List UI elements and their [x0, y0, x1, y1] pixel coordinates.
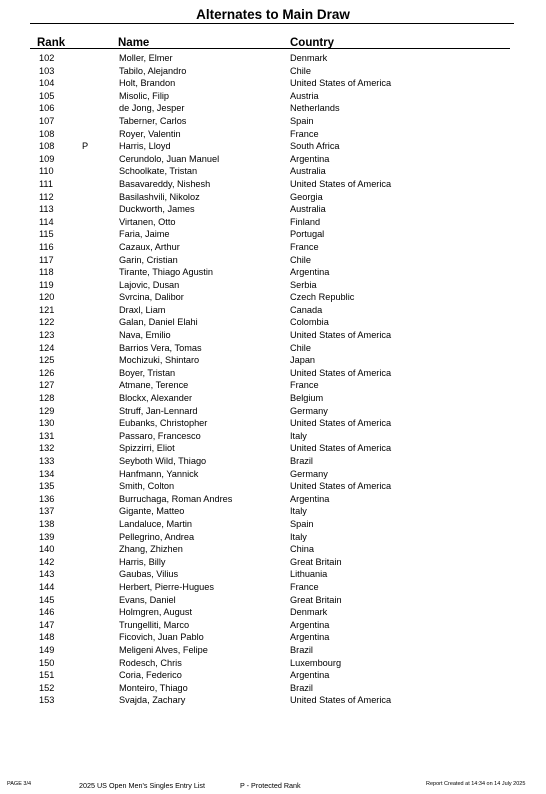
- country-cell: Brazil: [290, 456, 313, 466]
- country-cell: France: [290, 128, 319, 139]
- rank-cell: 107: [39, 115, 55, 126]
- player-name-cell: Draxl, Liam: [119, 304, 166, 315]
- rank-cell: 133: [39, 456, 55, 466]
- name-column-header: Name: [118, 37, 150, 49]
- player-name-cell: Virtanen, Otto: [119, 216, 176, 227]
- player-name-cell: Harris, Lloyd: [119, 141, 171, 152]
- rank-cell: 119: [39, 279, 54, 290]
- country-cell: United States of America: [290, 481, 392, 492]
- player-name-cell: Evans, Daniel: [119, 594, 176, 605]
- player-name-cell: Eubanks, Christopher: [119, 418, 208, 429]
- player-name-cell: Tabilo, Alejandro: [119, 65, 187, 76]
- player-name-cell: Rodesch, Chris: [119, 657, 182, 668]
- rank-cell: 129: [39, 405, 55, 416]
- player-name-cell: Basilashvili, Nikoloz: [119, 191, 200, 202]
- player-name-cell: Svajda, Zachary: [119, 695, 186, 706]
- table-row: [0, 216, 546, 229]
- player-name-cell: Seyboth Wild, Thiago: [119, 456, 207, 466]
- table-row: [0, 417, 546, 430]
- player-name-cell: Tirante, Thiago Agustin: [119, 267, 213, 278]
- country-cell: Brazil: [290, 682, 313, 693]
- table-row: [0, 291, 546, 304]
- country-cell: Denmark: [290, 53, 328, 63]
- rank-cell: 104: [39, 78, 55, 89]
- page-title: Alternates to Main Draw: [196, 7, 350, 22]
- table-row: [0, 329, 546, 342]
- rank-cell: 147: [39, 619, 55, 630]
- player-name-cell: Barrios Vera, Tomas: [119, 342, 202, 353]
- country-cell: United States of America: [290, 178, 392, 189]
- table-row: [0, 594, 546, 607]
- table-row: [0, 531, 546, 544]
- rank-cell: 138: [39, 518, 55, 529]
- player-name-cell: Pellegrino, Andrea: [119, 531, 195, 542]
- table-row: [0, 153, 546, 166]
- player-name-cell: Meligeni Alves, Felipe: [119, 644, 208, 655]
- country-cell: France: [290, 581, 319, 592]
- player-name-cell: Smith, Colton: [119, 481, 175, 492]
- table-row: [0, 90, 546, 103]
- country-cell: France: [290, 241, 319, 252]
- table-row: [0, 694, 546, 707]
- country-cell: United States of America: [290, 443, 392, 454]
- table-row: [0, 430, 546, 443]
- table-row: [0, 493, 546, 506]
- player-name-cell: Landaluce, Martin: [119, 518, 193, 529]
- player-name-cell: Faria, Jaime: [119, 229, 170, 240]
- table-row: [0, 442, 546, 455]
- country-cell: Australia: [290, 204, 326, 215]
- table-row: [0, 342, 546, 355]
- rank-cell: 125: [39, 355, 55, 366]
- country-cell: United States of America: [290, 330, 392, 341]
- rank-cell: 142: [39, 556, 55, 567]
- country-cell: Great Britain: [290, 594, 342, 605]
- country-cell: Czech Republic: [290, 292, 355, 303]
- country-cell: Argentina: [290, 267, 330, 278]
- rank-cell: 135: [39, 481, 55, 492]
- country-cell: Germany: [290, 468, 328, 479]
- table-row: [0, 568, 546, 581]
- rank-cell: 124: [39, 342, 55, 353]
- rank-cell: 137: [39, 506, 55, 517]
- protected-flag-cell: P: [82, 141, 89, 152]
- title-divider: [30, 23, 514, 24]
- player-name-cell: Garin, Cristian: [119, 254, 178, 265]
- table-row: [0, 556, 546, 569]
- table-row: [0, 543, 546, 556]
- country-cell: Great Britain: [290, 556, 342, 567]
- rank-cell: 146: [39, 607, 55, 618]
- player-name-cell: Monteiro, Thiago: [119, 682, 188, 693]
- table-row: [0, 606, 546, 619]
- country-cell: France: [290, 380, 319, 391]
- table-row: [0, 191, 546, 204]
- country-cell: Netherlands: [290, 103, 340, 114]
- rank-cell: 153: [39, 695, 55, 706]
- player-name-cell: Lajovic, Dusan: [119, 279, 180, 290]
- player-name-cell: Zhang, Zhizhen: [119, 544, 183, 555]
- report-timestamp: Report Created at 14:34 on 14 July 2025: [426, 781, 526, 787]
- rank-cell: 108: [39, 141, 55, 152]
- country-cell: Portugal: [290, 229, 325, 240]
- table-row: [0, 379, 546, 392]
- table-row: [0, 367, 546, 380]
- country-cell: Italy: [290, 506, 307, 517]
- player-name-cell: Moller, Elmer: [119, 53, 173, 63]
- player-name-cell: Taberner, Carlos: [119, 115, 187, 126]
- rank-cell: 128: [39, 393, 55, 404]
- country-cell: Germany: [290, 405, 328, 416]
- rank-cell: 139: [39, 531, 55, 542]
- player-name-cell: de Jong, Jesper: [119, 103, 185, 114]
- player-name-cell: Galan, Daniel Elahi: [119, 317, 198, 328]
- country-cell: Australia: [290, 166, 326, 177]
- country-cell: Italy: [290, 531, 307, 542]
- player-name-cell: Svrcina, Dalibor: [119, 292, 184, 303]
- country-cell: Spain: [290, 518, 314, 529]
- country-cell: Austria: [290, 90, 319, 101]
- country-cell: Argentina: [290, 493, 330, 504]
- rank-cell: 116: [39, 241, 54, 252]
- player-name-cell: Basavareddy, Nishesh: [119, 178, 211, 189]
- rank-cell: 112: [39, 191, 54, 202]
- table-row: [0, 468, 546, 481]
- table-row: [0, 52, 546, 65]
- table-row: [0, 631, 546, 644]
- table-row: [0, 266, 546, 279]
- table-row: [0, 657, 546, 670]
- player-name-cell: Cazaux, Arthur: [119, 241, 180, 252]
- rank-cell: 134: [39, 468, 55, 479]
- player-name-cell: Mochizuki, Shintaro: [119, 355, 200, 366]
- country-cell: Serbia: [290, 279, 317, 290]
- table-row: [0, 405, 546, 418]
- rank-cell: 144: [39, 581, 55, 592]
- rank-cell: 111: [39, 178, 53, 189]
- player-name-cell: Schoolkate, Tristan: [119, 166, 198, 177]
- player-name-cell: Hanfmann, Yannick: [119, 468, 199, 479]
- country-cell: Colombia: [290, 317, 329, 328]
- player-name-cell: Blockx, Alexander: [119, 393, 193, 404]
- rank-cell: 118: [39, 267, 54, 278]
- rank-cell: 102: [39, 53, 55, 63]
- player-name-cell: Nava, Emilio: [119, 330, 171, 341]
- rank-cell: 106: [39, 103, 55, 114]
- country-cell: Argentina: [290, 619, 330, 630]
- player-name-cell: Atmane, Terence: [119, 380, 189, 391]
- country-cell: Chile: [290, 342, 311, 353]
- table-row: [0, 304, 546, 317]
- table-row: [0, 279, 546, 292]
- rank-cell: 151: [39, 670, 55, 681]
- player-name-cell: Burruchaga, Roman Andres: [119, 493, 233, 504]
- player-name-cell: Spizzirri, Eliot: [119, 443, 175, 454]
- rank-cell: 113: [39, 204, 54, 215]
- rank-cell: 145: [39, 594, 55, 605]
- country-cell: Japan: [290, 355, 316, 366]
- table-row: [0, 581, 546, 594]
- table-row: [0, 165, 546, 178]
- player-name-cell: Trungelliti, Marco: [119, 619, 190, 630]
- rank-cell: 114: [39, 216, 54, 227]
- country-cell: United States of America: [290, 695, 392, 706]
- country-cell: Finland: [290, 216, 321, 227]
- country-cell: Canada: [290, 304, 323, 315]
- country-cell: Argentina: [290, 670, 330, 681]
- rank-column-header: Rank: [37, 37, 66, 49]
- country-cell: Belgium: [290, 393, 324, 404]
- header-divider: [30, 48, 510, 49]
- table-row: [0, 140, 546, 153]
- rank-cell: 152: [39, 682, 55, 693]
- rank-cell: 140: [39, 544, 55, 555]
- rank-cell: 123: [39, 330, 55, 341]
- player-name-cell: Misolic, Filip: [119, 90, 170, 101]
- player-name-cell: Duckworth, James: [119, 204, 195, 215]
- table-row: [0, 392, 546, 405]
- player-name-cell: Cerundolo, Juan Manuel: [119, 153, 220, 164]
- table-row: [0, 455, 546, 468]
- player-name-cell: Holmgren, August: [119, 607, 193, 618]
- table-row: [0, 241, 546, 254]
- table-row: [0, 669, 546, 682]
- player-name-cell: Holt, Brandon: [119, 78, 176, 89]
- player-name-cell: Gaubas, Vilius: [119, 569, 179, 580]
- rank-cell: 131: [39, 430, 55, 441]
- country-cell: Denmark: [290, 607, 328, 618]
- table-row: [0, 354, 546, 367]
- rank-cell: 117: [39, 254, 54, 265]
- rank-cell: 122: [39, 317, 55, 328]
- country-cell: United States of America: [290, 367, 392, 378]
- player-name-cell: Passaro, Francesco: [119, 430, 201, 441]
- country-cell: Georgia: [290, 191, 323, 202]
- player-name-cell: Struff, Jan-Lennard: [119, 405, 198, 416]
- page-number: PAGE 3/4: [7, 781, 32, 787]
- country-cell: Argentina: [290, 632, 330, 643]
- country-cell: Chile: [290, 65, 311, 76]
- rank-cell: 126: [39, 367, 55, 378]
- rank-cell: 115: [39, 229, 54, 240]
- rank-cell: 108: [39, 128, 55, 139]
- country-cell: United States of America: [290, 418, 392, 429]
- country-cell: Luxembourg: [290, 657, 342, 668]
- player-name-cell: Boyer, Tristan: [119, 367, 176, 378]
- country-cell: Italy: [290, 430, 307, 441]
- rank-cell: 130: [39, 418, 55, 429]
- country-cell: South Africa: [290, 141, 340, 152]
- country-cell: Brazil: [290, 644, 313, 655]
- country-cell: United States of America: [290, 78, 392, 89]
- rank-cell: 143: [39, 569, 55, 580]
- country-column-header: Country: [290, 37, 335, 49]
- rank-cell: 127: [39, 380, 55, 391]
- player-name-cell: Coria, Federico: [119, 670, 182, 681]
- rank-cell: 105: [39, 90, 55, 101]
- table-row: [0, 77, 546, 90]
- table-row: [0, 505, 546, 518]
- table-row: [0, 316, 546, 329]
- table-row: [0, 644, 546, 657]
- rank-cell: 136: [39, 493, 55, 504]
- protected-rank-legend: P - Protected Rank: [240, 781, 301, 790]
- table-row: [0, 65, 546, 78]
- country-cell: Chile: [290, 254, 311, 265]
- rank-cell: 121: [39, 304, 55, 315]
- table-row: [0, 178, 546, 191]
- player-name-cell: Gigante, Matteo: [119, 506, 185, 517]
- table-row: [0, 254, 546, 267]
- country-cell: Spain: [290, 115, 314, 126]
- country-cell: Lithuania: [290, 569, 328, 580]
- table-row: [0, 518, 546, 531]
- entry-list: [0, 52, 546, 707]
- rank-cell: 109: [39, 153, 55, 164]
- rank-cell: 110: [39, 166, 54, 177]
- rank-cell: 148: [39, 632, 55, 643]
- table-row: [0, 128, 546, 141]
- player-name-cell: Ficovich, Juan Pablo: [119, 632, 204, 643]
- table-row: [0, 102, 546, 115]
- table-row: [0, 682, 546, 695]
- player-name-cell: Royer, Valentin: [119, 128, 181, 139]
- player-name-cell: Herbert, Pierre-Hugues: [119, 581, 214, 592]
- country-cell: China: [290, 544, 315, 555]
- player-name-cell: Harris, Billy: [119, 556, 166, 567]
- rank-cell: 132: [39, 443, 55, 454]
- list-name: 2025 US Open Men's Singles Entry List: [79, 781, 206, 790]
- table-row: [0, 619, 546, 632]
- country-cell: Argentina: [290, 153, 330, 164]
- table-row: [0, 203, 546, 216]
- rank-cell: 149: [39, 644, 55, 655]
- table-row: [0, 480, 546, 493]
- table-row: [0, 228, 546, 241]
- rank-cell: 120: [39, 292, 55, 303]
- rank-cell: 103: [39, 65, 55, 76]
- page-footer: [0, 781, 546, 791]
- table-row: [0, 115, 546, 128]
- rank-cell: 150: [39, 657, 55, 668]
